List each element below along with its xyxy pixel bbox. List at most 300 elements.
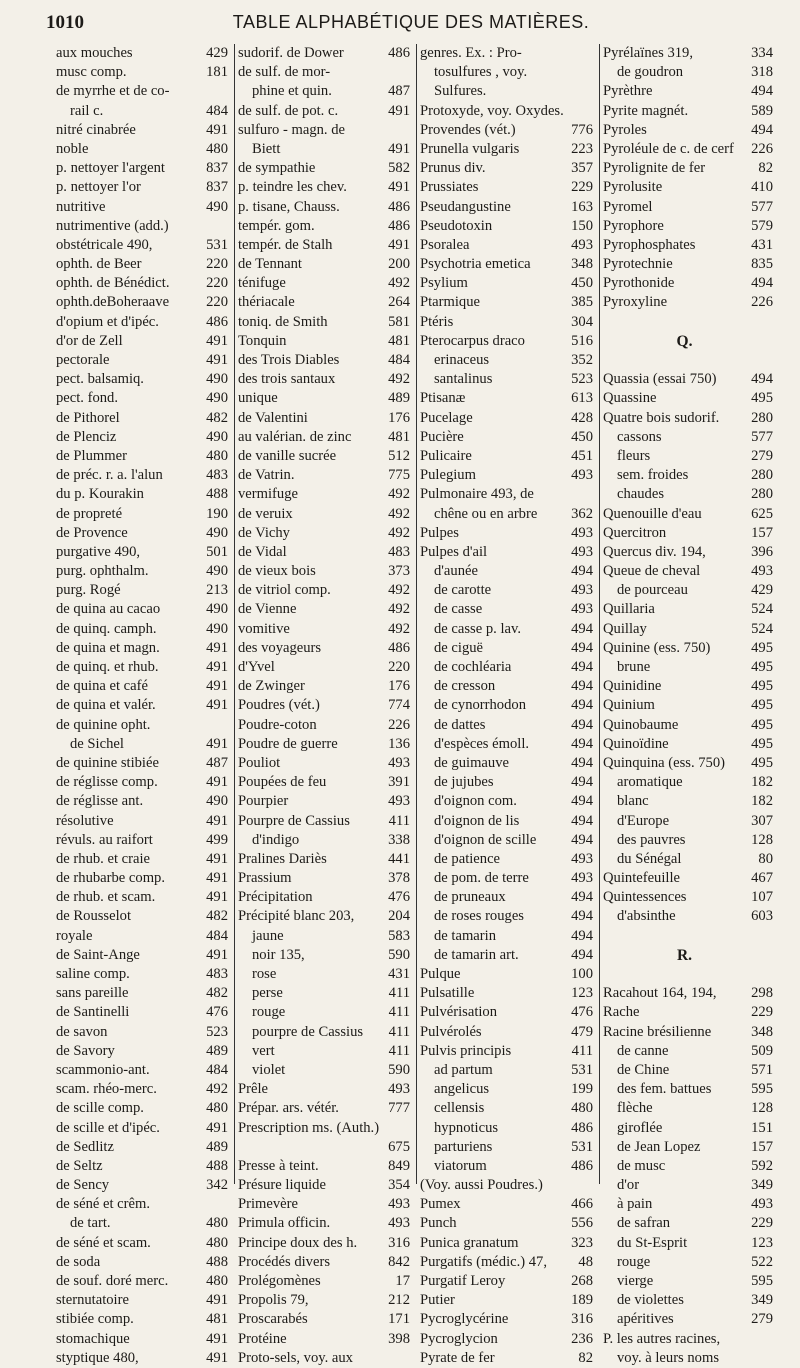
entry-term: Pulpes d'ail	[420, 543, 488, 560]
index-entry	[235, 1349, 417, 1368]
entry-pages: 486	[571, 1119, 593, 1136]
entry-pages: 450	[571, 428, 593, 445]
entry-term: p. nettoyer l'argent	[56, 160, 165, 177]
entry-term: Prolégomènes	[238, 1273, 321, 1289]
index-entry	[600, 524, 780, 543]
entry-pages: 487	[206, 754, 228, 771]
index-entry	[600, 274, 780, 293]
index-entry	[417, 639, 600, 658]
entry-term: Pyrophosphates	[603, 236, 696, 253]
entry-pages: 226	[388, 716, 410, 733]
index-entry	[56, 1119, 234, 1138]
index-entry	[235, 505, 417, 524]
entry-pages: 494	[571, 563, 593, 580]
index-column-3	[416, 44, 600, 1366]
index-entry	[235, 1119, 417, 1138]
entry-term: Poudres (vét.)	[238, 697, 320, 714]
entry-pages: 491	[206, 352, 228, 368]
index-entry	[417, 696, 600, 715]
index-entry	[56, 274, 234, 293]
index-entry	[417, 447, 600, 466]
entry-term: tempér. de Stalh	[238, 236, 333, 253]
index-entry	[235, 293, 417, 312]
index-entry	[235, 313, 417, 332]
entry-term: Quinidine	[603, 678, 662, 695]
entry-pages: 493	[571, 582, 593, 599]
entry-term: Procédés divers	[238, 1253, 330, 1270]
index-entry	[235, 1214, 417, 1233]
entry-term: de jujubes	[434, 774, 494, 791]
entry-term: de Saint-Ange	[56, 946, 140, 963]
entry-pages: 488	[206, 486, 228, 503]
index-entry	[417, 1195, 600, 1214]
entry-pages: 476	[206, 1004, 228, 1021]
entry-term: de savon	[56, 1023, 108, 1040]
index-entry	[417, 370, 600, 389]
index-entry	[417, 850, 600, 869]
entry-term: de sympathie	[238, 160, 316, 177]
index-entry	[56, 543, 234, 562]
entry-pages: 492	[388, 505, 410, 522]
entry-pages: 229	[751, 1215, 773, 1232]
index-entry	[600, 677, 780, 696]
index-entry	[600, 485, 780, 504]
entry-pages: 495	[751, 678, 773, 695]
index-entry	[417, 351, 600, 370]
index-entry	[600, 198, 780, 217]
entry-term: de rhubarbe comp.	[56, 870, 166, 887]
index-entry	[56, 466, 234, 485]
entry-term: de Jean Lopez	[617, 1138, 701, 1155]
entry-pages: 484	[206, 1061, 228, 1078]
index-entry	[235, 1138, 417, 1157]
entry-term: de quinine opht.	[56, 716, 151, 733]
index-entry	[600, 562, 780, 581]
entry-term: de carotte	[434, 582, 492, 599]
entry-term: giroflée	[617, 1119, 663, 1136]
index-entry	[600, 581, 780, 600]
entry-pages: 348	[751, 1023, 773, 1040]
entry-term: révuls. au raifort	[56, 831, 153, 848]
entry-pages: 491	[388, 102, 410, 119]
entry-term: de cresson	[434, 678, 496, 695]
entry-pages: 476	[388, 889, 410, 906]
entry-pages: 236	[571, 1330, 593, 1347]
index-entry	[417, 965, 600, 984]
entry-pages: 491	[206, 678, 228, 695]
entry-pages: 603	[751, 908, 773, 925]
entry-term: tempér. gom.	[238, 217, 315, 234]
index-entry	[417, 102, 600, 121]
entry-pages: 190	[206, 505, 228, 522]
index-entry	[235, 274, 417, 293]
entry-pages: 411	[388, 985, 410, 1002]
entry-term: de quinq. camph.	[56, 620, 157, 637]
index-entry	[235, 1157, 417, 1176]
entry-term: de ciguë	[434, 639, 484, 656]
entry-pages: 613	[571, 390, 593, 407]
entry-pages: 494	[571, 620, 593, 637]
index-entry	[56, 370, 234, 389]
entry-term: ophth.deBoheraave	[56, 294, 170, 311]
entry-pages: 491	[206, 697, 228, 714]
entry-term: des fem. battues	[617, 1081, 712, 1098]
entry-pages: 489	[388, 390, 410, 407]
entry-pages: 494	[571, 927, 593, 944]
entry-pages: 523	[571, 371, 593, 388]
entry-pages: 493	[751, 1196, 773, 1213]
index-entry	[417, 159, 600, 178]
index-entry	[600, 1310, 780, 1329]
entry-term: fleurs	[617, 447, 651, 464]
entry-term: de préc. r. a. l'alun	[56, 467, 163, 484]
entry-pages: 200	[388, 256, 410, 273]
entry-pages: 398	[388, 1330, 410, 1347]
entry-pages: 487	[388, 83, 410, 100]
index-entry	[417, 1310, 600, 1329]
entry-term: de réglisse ant.	[56, 793, 144, 810]
index-entry	[600, 869, 780, 888]
entry-pages: 373	[388, 563, 410, 580]
entry-pages: 494	[571, 946, 593, 963]
index-entry	[56, 293, 234, 312]
index-entry	[600, 121, 780, 140]
index-entry	[600, 409, 780, 428]
entry-term: violet	[252, 1061, 286, 1078]
entry-pages: 494	[751, 371, 773, 388]
entry-term: d'or de Zell	[56, 332, 123, 349]
entry-pages: 495	[751, 390, 773, 407]
entry-term: thériacale	[238, 294, 295, 311]
index-entry	[417, 1176, 600, 1195]
index-entry	[417, 293, 600, 312]
entry-pages: 411	[388, 812, 410, 829]
index-entry	[56, 831, 234, 850]
index-entry	[56, 639, 234, 658]
entry-term: scammonio-ant.	[56, 1061, 150, 1078]
entry-term: unique	[238, 390, 278, 407]
index-entry	[417, 812, 600, 831]
index-entry	[600, 178, 780, 197]
index-entry	[235, 1042, 417, 1061]
index-entry	[235, 812, 417, 831]
entry-pages: 176	[388, 409, 410, 426]
index-entry	[600, 773, 780, 792]
entry-term: genres. Ex. : Pro-	[420, 45, 522, 61]
entry-term: rouge	[617, 1253, 651, 1270]
entry-term: de veruix	[238, 505, 293, 522]
index-entry	[235, 754, 417, 773]
index-entry	[56, 888, 234, 907]
index-entry	[417, 677, 600, 696]
entry-term: chaudes	[617, 486, 665, 503]
entry-pages: 229	[571, 179, 593, 196]
entry-term: de Provence	[56, 524, 128, 541]
index-entry	[600, 44, 780, 63]
entry-term: Pumex	[420, 1196, 461, 1213]
entry-term: Racahout 164, 194,	[603, 985, 717, 1002]
index-entry	[600, 1138, 780, 1157]
entry-term: Pyrophore	[603, 217, 664, 234]
entry-pages: 522	[751, 1253, 773, 1270]
entry-term: de vieux bois	[238, 563, 316, 580]
entry-term: nitré cinabrée	[56, 121, 136, 138]
index-entry	[417, 121, 600, 140]
entry-term: p. tisane, Chauss.	[238, 198, 340, 215]
page-number: 1010	[46, 12, 84, 33]
index-entry	[235, 466, 417, 485]
entry-term: Pyrothonide	[603, 275, 675, 292]
index-entry	[600, 370, 780, 389]
entry-term: sternutatoire	[56, 1292, 129, 1309]
entry-term: phine et quin.	[252, 83, 332, 100]
entry-pages: 849	[388, 1157, 410, 1174]
index-entry	[235, 792, 417, 811]
entry-pages: 494	[571, 697, 593, 714]
index-entry	[417, 754, 600, 773]
index-entry	[56, 562, 234, 581]
index-entry	[417, 831, 600, 850]
entry-term: Quintessences	[603, 889, 687, 906]
entry-pages: 579	[751, 217, 773, 234]
index-entry	[235, 236, 417, 255]
entry-term: Protoxyde, voy. Oxydes.	[420, 102, 564, 119]
entry-term: perse	[252, 985, 283, 1002]
entry-pages: 494	[751, 121, 773, 138]
entry-term: Biett	[252, 140, 281, 157]
index-entry	[417, 1042, 600, 1061]
index-entry	[235, 773, 417, 792]
entry-term: des trois santaux	[238, 371, 336, 388]
entry-pages: 481	[388, 332, 410, 349]
entry-term: de Santinelli	[56, 1004, 130, 1021]
index-entry	[235, 850, 417, 869]
entry-term: Presse à teint.	[238, 1157, 319, 1174]
entry-term: d'indigo	[252, 831, 300, 848]
index-entry	[600, 140, 780, 159]
entry-pages: 204	[388, 908, 410, 925]
index-entry	[235, 485, 417, 504]
index-entry	[235, 562, 417, 581]
entry-term: Pulmonaire 493, de	[420, 486, 534, 503]
entry-pages: 837	[206, 179, 228, 196]
entry-pages: 280	[751, 467, 773, 484]
index-entry	[417, 1061, 600, 1080]
entry-pages: 223	[571, 140, 593, 157]
entry-term: Tonquin	[238, 332, 287, 349]
entry-pages: 181	[206, 64, 228, 81]
entry-term: de quina au cacao	[56, 601, 161, 618]
entry-pages: 484	[206, 102, 228, 119]
index-entry	[417, 1253, 600, 1272]
index-entry	[56, 1023, 234, 1042]
index-entry	[235, 524, 417, 543]
entry-term: du Sénégal	[617, 850, 682, 867]
entry-term: Pyrite magnét.	[603, 102, 689, 119]
index-entry	[600, 63, 780, 82]
entry-term: Présure liquide	[238, 1177, 326, 1194]
entry-pages: 357	[571, 160, 593, 177]
entry-term: de Tennant	[238, 256, 302, 273]
entry-term: Purgatif Leroy	[420, 1273, 506, 1289]
entry-term: toniq. de Smith	[238, 313, 328, 330]
index-entry	[417, 82, 600, 101]
index-entry	[56, 773, 234, 792]
entry-term: de casse	[434, 601, 483, 618]
index-entry	[417, 1330, 600, 1349]
entry-term: de rhub. et craie	[56, 850, 150, 867]
index-entry	[235, 1003, 417, 1022]
entry-pages: 428	[571, 409, 593, 426]
entry-pages: 349	[751, 1292, 773, 1309]
entry-term: (Voy. aussi Poudres.)	[420, 1177, 543, 1194]
entry-pages: 489	[206, 1138, 228, 1155]
entry-pages: 494	[571, 889, 593, 906]
index-entry	[56, 159, 234, 178]
entry-pages: 493	[571, 850, 593, 867]
index-entry	[417, 716, 600, 735]
entry-pages: 531	[571, 1061, 593, 1078]
entry-pages: 592	[751, 1157, 773, 1174]
entry-pages: 493	[388, 1215, 410, 1232]
entry-pages: 491	[206, 332, 228, 349]
entry-pages: 441	[388, 850, 410, 867]
index-entry	[600, 505, 780, 524]
index-entry	[600, 927, 780, 946]
index-entry	[417, 1099, 600, 1118]
index-entry	[417, 44, 600, 63]
entry-term: de rhub. et scam.	[56, 889, 156, 906]
index-entry	[417, 869, 600, 888]
entry-term: de Zwinger	[238, 678, 305, 695]
entry-term: d'espèces émoll.	[434, 735, 530, 752]
entry-pages: 501	[206, 543, 228, 560]
entry-pages: 494	[751, 83, 773, 100]
section-letter: R.	[676, 946, 693, 964]
entry-term: jaune	[252, 927, 284, 944]
entry-term: Provendes (vét.)	[420, 121, 516, 138]
index-entry	[235, 159, 417, 178]
entry-term: à pain	[617, 1196, 653, 1213]
index-entry	[235, 946, 417, 965]
entry-term: Quercus div. 194,	[603, 543, 706, 560]
entry-term: de casse p. lav.	[434, 620, 521, 637]
entry-pages: 490	[206, 563, 228, 580]
index-entry	[56, 447, 234, 466]
entry-term: Purgatifs (médic.) 47,	[420, 1253, 547, 1270]
entry-pages: 466	[571, 1196, 593, 1213]
entry-pages: 491	[388, 179, 410, 196]
entry-pages: 490	[206, 620, 228, 637]
entry-pages: 488	[206, 1157, 228, 1174]
index-entry	[600, 792, 780, 811]
index-columns	[56, 44, 773, 1366]
index-entry	[417, 178, 600, 197]
entry-term: Pucière	[420, 428, 464, 445]
entry-pages: 491	[206, 870, 228, 887]
entry-pages: 494	[571, 659, 593, 675]
entry-pages: 495	[751, 716, 773, 733]
entry-pages: 835	[751, 256, 773, 273]
entry-pages: 220	[206, 275, 228, 292]
entry-pages: 491	[206, 774, 228, 791]
index-entry	[56, 389, 234, 408]
entry-term: Prunella vulgaris	[420, 140, 520, 157]
entry-pages: 483	[206, 966, 228, 982]
index-entry	[600, 620, 780, 639]
entry-term: de violettes	[617, 1292, 684, 1309]
index-entry	[417, 1157, 600, 1176]
entry-pages: 491	[388, 140, 410, 157]
index-entry	[56, 1176, 234, 1195]
entry-pages: 495	[751, 735, 773, 752]
index-entry	[600, 1042, 780, 1061]
index-entry	[56, 198, 234, 217]
entry-pages: 492	[388, 486, 410, 503]
entry-term: purg. Rogé	[56, 582, 121, 599]
entry-term: musc comp.	[56, 64, 127, 81]
index-entry	[417, 735, 600, 754]
index-entry	[600, 850, 780, 869]
entry-term: Pulvérolés	[420, 1023, 482, 1040]
entry-pages: 411	[388, 1023, 410, 1040]
entry-term: Pralines Dariès	[238, 850, 327, 867]
entry-term: Propolis 79,	[238, 1292, 309, 1309]
index-entry	[56, 1138, 234, 1157]
index-entry	[417, 140, 600, 159]
entry-pages: 385	[571, 294, 593, 311]
entry-term: Psylium	[420, 275, 468, 292]
entry-term: sem. froides	[617, 467, 689, 484]
index-column-1	[56, 44, 234, 1366]
entry-term: noble	[56, 140, 89, 157]
index-entry	[600, 831, 780, 850]
entry-term: rose	[252, 966, 277, 982]
entry-term: rail c.	[70, 102, 104, 119]
entry-pages: 512	[388, 447, 410, 464]
index-entry	[235, 639, 417, 658]
index-entry	[235, 428, 417, 447]
entry-term: rouge	[252, 1004, 286, 1021]
index-entry	[600, 236, 780, 255]
index-entry	[600, 1099, 780, 1118]
index-entry	[56, 63, 234, 82]
entry-term: Pyroxyline	[603, 294, 668, 311]
entry-term: de quina et café	[56, 678, 148, 695]
entry-term: d'oignon com.	[434, 793, 517, 810]
entry-term: de quina et magn.	[56, 639, 160, 656]
index-entry	[235, 1099, 417, 1118]
entry-term: des voyageurs	[238, 639, 322, 656]
entry-term: Pyromel	[603, 198, 653, 215]
entry-term: Queue de cheval	[603, 563, 701, 580]
section-letter: Q.	[676, 332, 693, 350]
entry-pages: 571	[751, 1061, 773, 1078]
index-entry	[235, 1080, 417, 1099]
entry-term: Proto-sels, voy. aux	[238, 1349, 353, 1366]
index-entry	[600, 351, 780, 370]
entry-term: d'Europe	[617, 812, 670, 829]
index-entry	[235, 581, 417, 600]
entry-term: Pourpre de Cassius	[238, 812, 350, 829]
index-entry	[235, 600, 417, 619]
index-entry	[56, 792, 234, 811]
entry-term: de Sichel	[70, 735, 124, 752]
index-entry	[600, 965, 780, 984]
entry-pages: 493	[571, 543, 593, 560]
entry-pages: 176	[388, 678, 410, 695]
entry-term: Quercitron	[603, 524, 667, 541]
